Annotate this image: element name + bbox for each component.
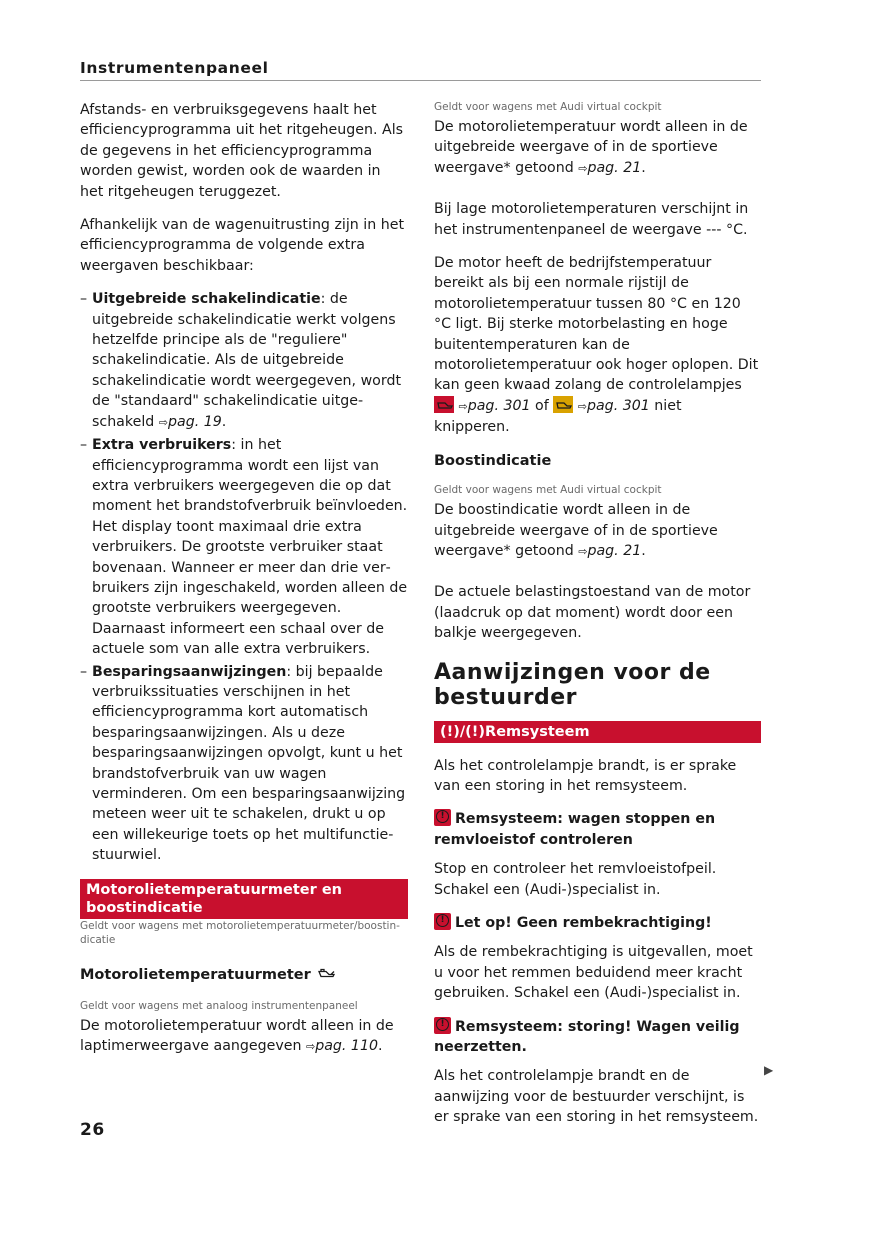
page-reference[interactable]: pag. 21 <box>587 542 642 559</box>
paragraph <box>80 1016 408 1058</box>
left-column <box>80 100 408 1071</box>
paragraph: Afhankelijk van de wagenuitrusting zijn in het efficiencyprogramma de volgende extra weergaven beschikbaar: <box>80 217 405 274</box>
reference-arrow-icon: ⇨ <box>577 399 587 413</box>
page-header-title: Instrumentenpaneel <box>80 59 269 77</box>
paragraph: De boostindicatie wordt alleen in de uitgebreide weergave of in de sportieve weergave* getoond ⇨pag. 21. <box>434 502 718 559</box>
paragraph: De motorolietemperatuur wordt alleen in de uitgebreide weergave of in de sportieve weergave* getoond ⇨pag. 21. <box>434 119 748 176</box>
list-term: Uitgebreide schakelindicatie <box>92 291 321 308</box>
right-column <box>434 100 761 1141</box>
page-reference[interactable]: pag. 301 <box>467 397 531 414</box>
bar-title: Remsysteem <box>485 723 590 740</box>
paragraph: Afstands- en verbruiksgegevens haalt het efficiencyprogramma uit het ritgeheugen. Als de gegevens in het efficiencyprogramma worden gewist, worden ook de waarden in het ritgeheugen teruggezet. <box>80 102 404 200</box>
paragraph-text: De motor heeft de bedrijfstemperatuur bereikt als bij een normale rijstijl de motorolietemperatuur tussen 80 °C en 120 °C ligt. Bij sterke motorbelasting en hoge buitentemperaturen kan de motorolietemperatuur ook hoger oplopen. Dit kan geen kwaad zolang de controlelampjes <box>434 255 759 394</box>
driver-message-text: Let op! Geen rembekrachtiging! <box>455 914 712 931</box>
list-end: . <box>221 413 227 430</box>
paragraph-text: De boostindicatie wordt alleen in de uitgebreide weergave of in de sportieve weergave* getoond <box>434 502 718 559</box>
brake-system-bar <box>434 721 761 743</box>
paragraph-text: De motorolietemperatuur wordt alleen in de uitgebreide weergave of in de sportieve weergave* getoond <box>434 119 748 176</box>
page-reference[interactable]: pag. 110 <box>315 1038 379 1055</box>
section-heading: Aanwijzingen voor de bestuurder <box>434 659 711 710</box>
page-reference[interactable]: pag. 19 <box>168 413 222 430</box>
paragraph-text: niet knipperen. <box>434 397 682 436</box>
driver-message-title <box>434 913 761 933</box>
driver-message-title <box>434 1017 761 1058</box>
list-item <box>80 435 408 659</box>
paragraph: Stop en controleer het remvloeistofpeil. Schakel een (Audi-)specialist in. <box>434 861 717 898</box>
paragraph-end: . <box>378 1038 383 1055</box>
page-reference[interactable]: pag. 21 <box>587 159 642 176</box>
page-number: 26 <box>80 1120 105 1140</box>
subsection-title-text: Motorolietemperatuurmeter <box>80 966 311 983</box>
paragraph: Als het controlelampje brandt en de aanwijzing voor de bestuurder verschijnt, is er sprake van een storing in het remsysteem. <box>434 1068 759 1126</box>
applies-note: Geldt voor wagens met Audi virtual cockpit <box>434 484 662 497</box>
reference-arrow-icon: ⇨ <box>305 1040 316 1054</box>
list-text: : de uitgebreide schakelindicatie werkt volgens hetzelfde principe als de "reguliere" schakelindicatie. Als de uitgebreide schakelindicatie wordt weergegeven, wordt de "standaard" schakelindicatie uitgeschakeld <box>92 291 402 430</box>
paragraph-text: of <box>530 397 554 414</box>
list-text: : bij bepaalde verbruikssituaties verschijnen in het efficiencyprogramma kort automatisch besparingsaanwijzingen. Als u deze besparingsaanwijzingen opvolgt, kunt u het brandstofverbruik van uw wagen verminderen. Om een besparingsaanwijzing meteen weer uit te schakelen, drukt u op een willekeurige toets op het multifunctiestuurwiel. <box>92 663 406 864</box>
list-item <box>80 662 408 866</box>
header-divider <box>80 80 761 81</box>
list-term: Besparingsaanwijzingen <box>92 663 287 680</box>
page-reference[interactable]: pag. 301 <box>586 397 650 414</box>
brake-warning-icons: (!)/(!) <box>440 723 486 740</box>
applies-note: Geldt voor wagens met motorolietemperatuurmeter/boostindicatie <box>80 919 400 946</box>
paragraph <box>434 253 761 438</box>
brake-warning-icon <box>434 1017 451 1034</box>
reference-arrow-icon: ⇨ <box>158 415 168 429</box>
extra-displays-list <box>80 289 408 865</box>
continue-arrow-icon: ▶ <box>764 1063 774 1077</box>
brake-warning-icon <box>434 913 451 930</box>
oil-level-warning-icon <box>553 396 573 413</box>
oil-pressure-warning-icon <box>434 396 454 413</box>
applies-note: Geldt voor wagens met Audi virtual cockpit <box>434 101 662 113</box>
reference-arrow-icon: ⇨ <box>458 399 468 413</box>
paragraph: Als de rembekrachtiging is uitgevallen, moet u voor het remmen beduidend meer kracht gebruiken. Schakel een (Audi-)specialist in. <box>434 944 753 1002</box>
section-title-bar: Motorolietemperatuurmeter en boostindicatie <box>80 879 408 919</box>
list-item <box>80 289 408 433</box>
driver-message-text: Remsysteem: wagen stoppen en remvloeistof controleren <box>434 811 716 848</box>
list-text: : in het efficiencyprogramma wordt een lijst van extra verbruikers weergegeven die op dat moment het brandstofverbruik beïnvloeden. Het display toont maximaal drie extra verbruikers. De grootste verbruiker staat bovenaan. Wanneer er meer dan drie verbruikers zijn ingeschakeld, worden alleen de grootste verbruikers weergegeven. Daarnaast informeert een schaal over de actuele som van alle extra verbruikers. <box>92 437 408 658</box>
reference-arrow-icon: ⇨ <box>578 544 588 558</box>
oil-can-icon <box>316 965 336 982</box>
paragraph: Als het controlelampje brandt, is er sprake van een storing in het remsysteem. <box>434 757 737 794</box>
brake-warning-icon <box>434 809 451 826</box>
applies-note: Geldt voor wagens met analoog instrumentenpaneel <box>80 1000 358 1013</box>
reference-arrow-icon: ⇨ <box>578 161 588 175</box>
driver-message-text: Remsysteem: storing! Wagen veilig neerzetten. <box>434 1018 740 1055</box>
subsection-title <box>80 965 408 985</box>
driver-message-title <box>434 809 761 850</box>
paragraph-text: De motorolietemperatuur wordt alleen in de laptimerweergave aangegeven <box>80 1018 394 1055</box>
subsection-title: Boostindicatie <box>434 452 552 469</box>
paragraph: Bij lage motorolietemperaturen verschijnt in het instrumentenpaneel de weergave --- °C. <box>434 201 749 238</box>
list-term: Extra verbruikers <box>92 437 232 454</box>
paragraph: De actuele belastingstoestand van de motor (laadcruk op dat moment) wordt door een balkje weergegeven. <box>434 584 751 642</box>
